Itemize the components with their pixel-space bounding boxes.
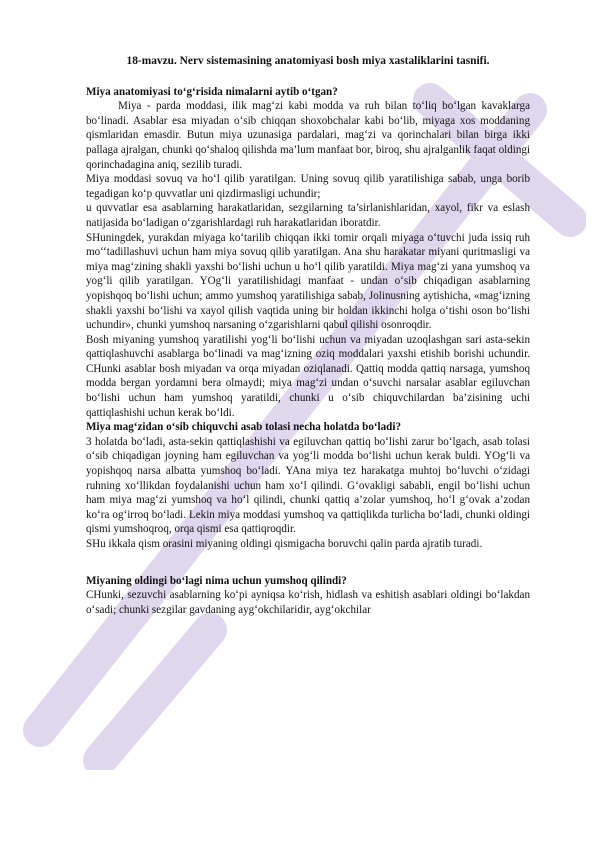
document-title: 18-mavzu. Nerv sistemasining anatomiyasi bosh miya xastaliklarini tasnifi. — [126, 55, 490, 67]
paragraph: Miya moddasi sovuq va ho‘l qilib yaratilgan. Uning sovuq qilib yaratilishiga sabab, unga borib tegadigan ko‘p quvvatlar uni qizdirmasligi uchundir; — [86, 173, 530, 200]
paragraph: Miya - parda moddasi, ilik mag‘zi kabi modda va ruh bilan to‘liq bo‘lgan kavaklarga bo‘linadi. Asablar esa miyadan o‘sib chiqqan shoxobchalar kabi bo‘lib, miyaga xos moddaning qismlaridan emasdir. Butun miya uzunasiga pardalari, mag‘zi va qorinchalari bilan birga ikki pallaga ajralgan, chunki qo‘shaloq qilishda ma’lum manfaat bor, biroq, shu ajralganlik faqat oldingi qorinchadagina aniq, sezilib turadi. — [86, 100, 530, 171]
paragraph: 3 holatda bo‘ladi, asta-sekin qattiqlashishi va egiluvchan qattiq bo‘lishi zarur bo‘lgach, asab tolasi o‘sib chiqadigan joyning ham egiluvchan va yog‘li modda bo‘lishi uchun kerak buldi. YOg‘li va yopishqoq narsa albatta yumshoq bo‘ladi. YAna miya tez harakatga muhtoj bo‘luvchi o‘zidagi ruhning xo‘llikdan foydalanishi uchun ham xo‘l qilindi. G‘ovakligi sababli, engil bo‘lishi uchun ham miya mag‘zi yumshoq va ho‘l qilindi, chunki qattiq a’zolar yumshoq, ho‘l g‘ovak a’zodan ko‘ra og‘irroq bo‘ladi. Lekin miya moddasi yumshoq va qattiqlikda turlicha bo‘ladi, chunki oldingi qismi yumshoqroq, orqa qismi esa qattiqroqdir. — [86, 435, 530, 536]
paragraph: Bosh miyaning yumshoq yaratilishi yog‘li bo‘lishi uchun va miyadan uzoqlashgan sari asta-sekin qattiqlashuvchi asablarga bo‘linadi va mag‘izning oziq moddalari yaxshi etishib borishi uchundir. CHunki asablar bosh miyadan va orqa miyadan oziqlanadi. Qattiq modda qattiq narsaga, yumshoq modda bergan yordamni bera olmaydi; miya mag‘zi undan o‘suvchi narsalar asablar egiluvchan bo‘lishi uchun ham yumshoq yaratildi, chunki u o‘sib chiquvchilardan ba’zisining uchi qattiqlashishi uchun kerak bo‘ldi. — [86, 333, 530, 419]
paragraph: u quvvatlar esa asablarning harakatlaridan, sezgilarning ta’sirlanishlaridan, xayol, fikr va eslash natijasida bo‘ladigan o‘zgarishlardagi ruh harakatlaridan iboratdir. — [86, 202, 530, 229]
paragraph: CHunki, sezuvchi asablarning ko‘pi ayniqsa ko‘rish, hidlash va eshitish asablari oldingi bo‘lakdan o‘sadi; chunki sezgilar gavdaning ayg‘okchilaridir, ayg‘okchilar — [86, 589, 530, 616]
document-page — [86, 54, 530, 617]
section-heading: Miya mag‘zidan o‘sib chiquvchi asab tolasi necha holatda bo‘ladi? — [86, 421, 401, 434]
section-heading: Miyaning oldingi bo‘lagi nima uchun yumshoq qilindi? — [86, 574, 347, 587]
paragraph: SHu ikkala qism orasini miyaning oldingi qismigacha boruvchi qalin parda ajratib turadi. — [86, 538, 483, 550]
document-body — [86, 85, 530, 618]
paragraph: SHuningdek, yurakdan miyaga ko‘tarilib chiqqan ikki tomir orqali miyaga o‘tuvchi juda issiq ruh mo‘‘tadillashuvi uchun ham miya sovuq qilib yaratilgan. Ana shu harakatar miyani quritmasligi va miya mag‘zining shakli yaxshi bo‘lishi uchun u ho‘l qilib yaratildi. Miya mag‘zi yana yumshoq va yog‘li qilib yaratilgan. YOg‘li yaratilishidagi manfaat - undan o‘sib chiqadigan asablarning yopishqoq bo‘lishi uchun; ammo yumshoq yaratilishiga sabab, Jolinusning aytishicha, «mag‘izning shakli yaxshi bo‘lishi va xayol qilish vaqtida uning bir holdan ikkinchi holga o‘tishi oson bo‘lishi uchundir», chunki yumshoq narsaning o‘zgarishlarni qabul qilishi osonroqdir. — [86, 231, 530, 332]
section-heading: Miya anatomiyasi to‘g‘risida nimalarni aytib o‘tgan? — [86, 85, 338, 98]
spacer — [86, 552, 530, 574]
